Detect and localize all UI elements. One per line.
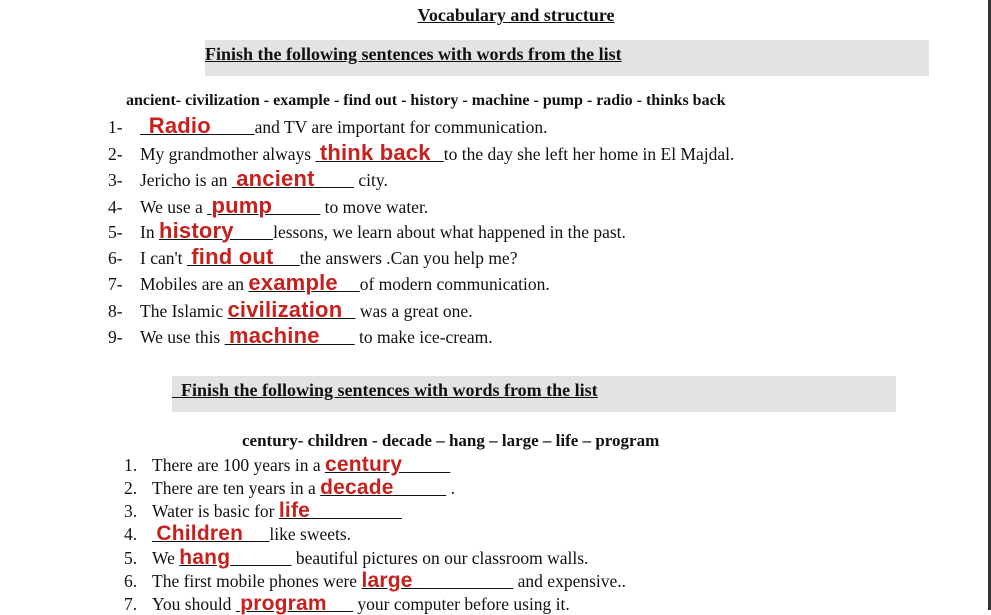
- item-number: 2-: [108, 144, 123, 164]
- answer-blank: [236, 594, 353, 614]
- instruction-2-text: Finish the following sentences with words from the list: [181, 380, 598, 400]
- item-number: 4.: [124, 524, 138, 544]
- instruction-1: Finish the following sentences with words from the list: [205, 44, 622, 64]
- answer: life: [278, 499, 311, 522]
- sentence-2-3: [124, 501, 402, 521]
- sentence-before: Water is basic for: [152, 501, 275, 521]
- sentence-after: your computer before using it.: [357, 594, 570, 614]
- word-list-2: century- children - decade – hang – large – life – program: [242, 431, 660, 450]
- sentence-after: to the day she left her home in El Majdal.: [443, 144, 735, 164]
- answer: example: [248, 270, 338, 295]
- answer-blank: [320, 478, 446, 498]
- sentence-1-6: [108, 244, 518, 269]
- answer: pump: [211, 193, 273, 218]
- page-title: Vocabulary and structure: [417, 5, 615, 25]
- sentence-after: was a great one.: [359, 301, 473, 321]
- sentence-after: of modern communication.: [359, 274, 550, 294]
- answer: machine: [229, 323, 320, 348]
- answer: Children: [156, 522, 244, 545]
- answer: decade: [320, 476, 394, 499]
- sentence-before: The Islamic: [140, 301, 224, 321]
- answer-blank: [152, 524, 269, 544]
- answer-blank: [187, 244, 300, 269]
- sentence-2-1: [124, 455, 450, 475]
- sentence-after: lessons, we learn about what happened in the past.: [273, 222, 626, 242]
- sentence-after: and expensive..: [517, 571, 627, 591]
- sentence-before: In: [140, 222, 155, 242]
- sentence-before: Jericho is an: [140, 170, 228, 190]
- answer-blank: [232, 166, 354, 191]
- sentence-1-7: [108, 270, 550, 295]
- answer-blank: [325, 455, 450, 475]
- sentence-after: to move water.: [324, 197, 429, 217]
- sentence-before: We: [152, 548, 175, 568]
- answer-blank: [315, 140, 443, 165]
- item-number: 5-: [108, 222, 123, 242]
- item-number: 6.: [124, 571, 138, 591]
- sentence-1-4: [108, 193, 429, 218]
- sentence-after: to make ice-cream.: [359, 327, 493, 347]
- sentence-before: There are ten years in a: [152, 478, 316, 498]
- sentence-before: My grandmother always: [140, 144, 312, 164]
- item-number: 1.: [124, 455, 138, 475]
- item-number: 5.: [124, 548, 138, 568]
- sentence-1-8: [108, 297, 473, 322]
- answer: think back: [319, 140, 431, 165]
- answer: large: [361, 569, 413, 592]
- item-number: 3.: [124, 501, 138, 521]
- item-number: 7-: [108, 274, 123, 294]
- answer: civilization: [227, 297, 343, 322]
- answer-blank: [279, 501, 402, 521]
- answer-blank: [227, 297, 355, 322]
- sentence-before: There are 100 years in a: [152, 455, 321, 475]
- instruction-banner-1: [205, 40, 929, 76]
- sentence-after: the answers .Can you help me?: [299, 248, 518, 268]
- answer-blank: [361, 571, 513, 591]
- sentence-before: You should: [152, 594, 232, 614]
- sentence-1-3: [108, 166, 388, 191]
- item-number: 7.: [124, 594, 138, 614]
- item-number: 4-: [108, 197, 123, 217]
- answer: program: [240, 592, 327, 615]
- sentence-2-4: [124, 524, 351, 544]
- sentence-1-5: [108, 218, 626, 243]
- answer: history: [158, 218, 234, 243]
- word-list-1: ancient- civilization - example - find out - history - machine - pump - radio - thinks back: [126, 92, 726, 109]
- sentence-before: I can't: [140, 248, 183, 268]
- item-number: 6-: [108, 248, 123, 268]
- sentence-1-9: [108, 323, 493, 348]
- answer: find out: [191, 244, 274, 269]
- item-number: 8-: [108, 301, 123, 321]
- sentence-2-7: [124, 594, 570, 614]
- answer: ancient: [236, 166, 315, 191]
- answer-blank: [158, 218, 273, 243]
- answer-blank: [248, 270, 359, 295]
- answer: hang: [179, 546, 231, 569]
- item-number: 3-: [108, 170, 123, 190]
- sentence-after: .: [450, 478, 455, 498]
- instruction-banner-2: [172, 376, 896, 412]
- sentence-after: beautiful pictures on our classroom walls.: [295, 548, 589, 568]
- sentence-1-2: [108, 140, 735, 165]
- sentence-before: We use this: [140, 327, 221, 347]
- sentence-before: The first mobile phones were: [152, 571, 358, 591]
- sentence-after: and TV are important for communication.: [254, 117, 548, 137]
- answer: century: [324, 453, 403, 476]
- sentence-before: We use a: [140, 197, 203, 217]
- answer-blank: [179, 548, 291, 568]
- sentence-2-2: [124, 478, 455, 498]
- answer: Radio: [148, 113, 211, 138]
- answer-blank: [140, 113, 255, 138]
- sentence-before: Mobiles are an: [140, 274, 244, 294]
- item-number: 2.: [124, 478, 138, 498]
- sentence-1-1: [108, 113, 548, 138]
- sentence-after: like sweets.: [269, 524, 352, 544]
- sentence-2-5: [124, 548, 588, 568]
- answer-blank: [225, 323, 355, 348]
- instruction-2: [172, 380, 598, 400]
- item-number: 9-: [108, 327, 123, 347]
- sentence-2-6: [124, 571, 626, 591]
- sentence-after: city.: [358, 170, 388, 190]
- answer-blank: [207, 193, 320, 218]
- item-number: 1-: [108, 117, 123, 137]
